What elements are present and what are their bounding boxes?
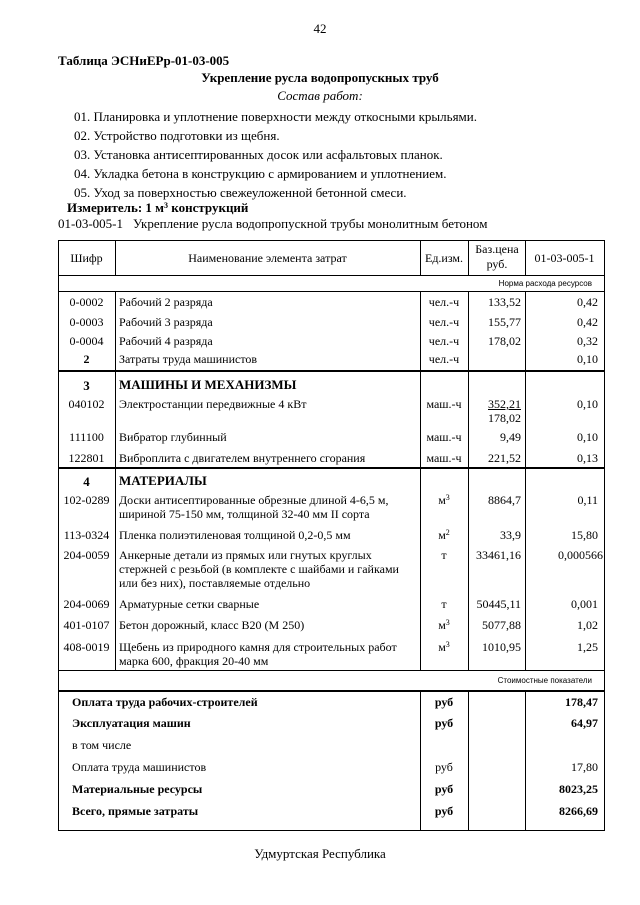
cell-value: 0,32 <box>577 334 598 348</box>
cell-value: 1,25 <box>577 640 598 654</box>
cell-unit: чел.-ч <box>428 315 460 329</box>
work-item: 04. Укладка бетона в конструкцию с армированием и уплотнением. <box>74 166 447 181</box>
cell-name: Рабочий 3 разряда <box>119 315 213 329</box>
summary-name: в том числе <box>72 738 132 752</box>
summary-unit: руб <box>434 782 454 796</box>
cell-unit: $м^3$ <box>438 493 450 507</box>
summary-value: 8023,25 <box>559 782 598 796</box>
cell-unit: маш.-ч <box>426 451 462 465</box>
cell-price: 155,77 <box>488 315 521 329</box>
cell-name: Виброплита с двигателем внутреннего сгорания <box>119 451 366 465</box>
cell-code: 0-0002 <box>69 295 104 309</box>
section-code: 4 <box>83 474 90 489</box>
cost-label: Стоимостные показатели <box>497 676 592 685</box>
work-item: 02. Устройство подготовки из щебня. <box>74 128 280 143</box>
cell-price: 50445,11 <box>476 597 521 611</box>
cell-value: 0,10 <box>577 352 598 366</box>
cell-code: 111100 <box>69 430 104 444</box>
cell-price: 1010,95 <box>482 640 521 654</box>
summary-name: Эксплуатация машин <box>72 716 191 730</box>
subtitle-text: Укрепление русла водопропускной трубы монолитным бетоном <box>133 216 488 231</box>
cell-name: Электростанции передвижные 4 кВт <box>119 397 307 411</box>
subtitle-code: 01-03-005-1 <box>58 216 123 231</box>
subtitle-line <box>58 216 487 232</box>
cell-price: 178,02 <box>488 334 521 348</box>
header-name: Наименование элемента затрат <box>188 251 347 265</box>
header-price: Баз.цена руб. <box>475 242 519 271</box>
summary-name: Оплата труда рабочих-строителей <box>72 695 258 709</box>
work-item: 05. Уход за поверхностью свежеуложенной бетонной смеси. <box>74 185 407 200</box>
cell-value: 0,13 <box>577 451 598 465</box>
cell-unit: т <box>441 548 447 562</box>
cell-value: 0,000566 <box>558 548 603 562</box>
header-code: Шифр <box>70 251 103 265</box>
cell-unit: $м^2$ <box>438 528 450 542</box>
cell-unit: $м^3$ <box>438 618 450 632</box>
cell-price: 33461,16 <box>476 548 521 562</box>
cell-name: Затраты труда машинистов <box>119 352 258 366</box>
summary-value: 64,97 <box>571 716 598 730</box>
cell-unit: $м^3$ <box>438 640 450 654</box>
cell-price: 33,9 <box>500 528 521 542</box>
cell-code: 040102 <box>68 397 105 411</box>
cell-value: 0,10 <box>577 430 598 444</box>
cell-value: 0,42 <box>577 315 598 329</box>
summary-unit: руб <box>434 695 454 709</box>
summary-name: Оплата труда машинистов <box>72 760 207 774</box>
meter-line: Измеритель: 1 $м^3$ конструкций <box>67 200 249 215</box>
cell-price: 5077,88 <box>482 618 521 632</box>
works-list <box>74 107 477 202</box>
cell-code: 204-0059 <box>63 548 110 562</box>
cell-code: 122801 <box>68 451 105 465</box>
cell-name: Доски антисептированные обрезные длиной 4-6,5 м, шириной 75-150 мм, толщиной 32-40 мм II сорта <box>119 493 389 521</box>
page-number: 42 <box>313 21 327 36</box>
summary-value: 17,80 <box>571 760 598 774</box>
work-item: 01. Планировка и уплотнение поверхности между откосными крыльями. <box>74 109 477 124</box>
summary-value: 178,47 <box>565 695 598 709</box>
cell-code: 408-0019 <box>63 640 110 654</box>
composition-title: Состав работ: <box>277 88 363 103</box>
cell-name: Рабочий 2 разряда <box>119 295 213 309</box>
cell-value: 0,11 <box>577 493 598 507</box>
cell-name: Вибратор глубинный <box>119 430 227 444</box>
summary-name: Материальные ресурсы <box>72 782 203 796</box>
cell-value: 0,10 <box>577 397 598 411</box>
cell-value: 0,42 <box>577 295 598 309</box>
cell-unit: т <box>441 597 447 611</box>
cell-price: 9,49 <box>500 430 521 444</box>
section-title: МАШИНЫ И МЕХАНИЗМЫ <box>119 377 297 392</box>
norm-label: Норма расхода ресурсов <box>498 279 592 288</box>
cell-unit: маш.-ч <box>426 430 462 444</box>
cell-price: 352,21 <box>488 397 521 411</box>
summary-unit: руб <box>434 804 454 818</box>
cell-unit: чел.-ч <box>428 334 460 348</box>
cell-price: 8864,7 <box>488 493 521 507</box>
cell-code: 113-0324 <box>63 528 110 542</box>
cell-code: 0-0004 <box>69 334 104 348</box>
header-norm-code: 01-03-005-1 <box>534 251 595 265</box>
summary-unit: руб <box>434 716 454 730</box>
cell-code: 102-0289 <box>63 493 110 507</box>
cell-unit: чел.-ч <box>428 352 460 366</box>
cell-name: Бетон дорожный, класс В20 (М 250) <box>119 618 305 632</box>
section-title: МАТЕРИАЛЫ <box>119 473 207 488</box>
cell-name: Щебень из природного камня для строительных работ марка 600, фракция 20-40 мм <box>119 640 397 668</box>
cell-price: 133,52 <box>488 295 521 309</box>
work-item: 03. Установка антисептированных досок или асфальтовых планок. <box>74 147 443 162</box>
cell-code: 401-0107 <box>63 618 110 632</box>
summary-unit: руб <box>435 760 453 774</box>
cell-price-secondary: 178,02 <box>488 411 521 425</box>
document-heading: Укрепление русла водопропускных труб <box>201 70 439 85</box>
cell-name: Арматурные сетки сварные <box>119 597 260 611</box>
summary-name: Всего, прямые затраты <box>72 804 199 818</box>
header-unit: Ед.изм. <box>424 251 464 265</box>
cell-price: 221,52 <box>488 451 521 465</box>
cell-name: Анкерные детали из прямых или гнутых круглых стержней с резьбой (в комплекте с шайбами и гайками или без них), поставляемые отдельно <box>119 548 399 590</box>
table-title: Таблица ЭСНиЕРр-01-03-005 <box>58 53 230 68</box>
cell-value: 15,80 <box>571 528 598 542</box>
cell-value: 0,001 <box>571 597 598 611</box>
summary-value: 8266,69 <box>559 804 598 818</box>
cell-code: 204-0069 <box>63 597 110 611</box>
cell-name: Рабочий 4 разряда <box>119 334 213 348</box>
cell-name: Пленка полиэтиленовая толщиной 0,2-0,5 мм <box>119 528 351 542</box>
page-footer: Удмуртская Республика <box>254 846 386 861</box>
cell-value: 1,02 <box>577 618 598 632</box>
section-code: 3 <box>83 378 90 393</box>
cell-unit: маш.-ч <box>426 397 462 411</box>
cell-code: 2 <box>83 352 90 366</box>
cell-unit: чел.-ч <box>428 295 460 309</box>
cell-code: 0-0003 <box>69 315 104 329</box>
